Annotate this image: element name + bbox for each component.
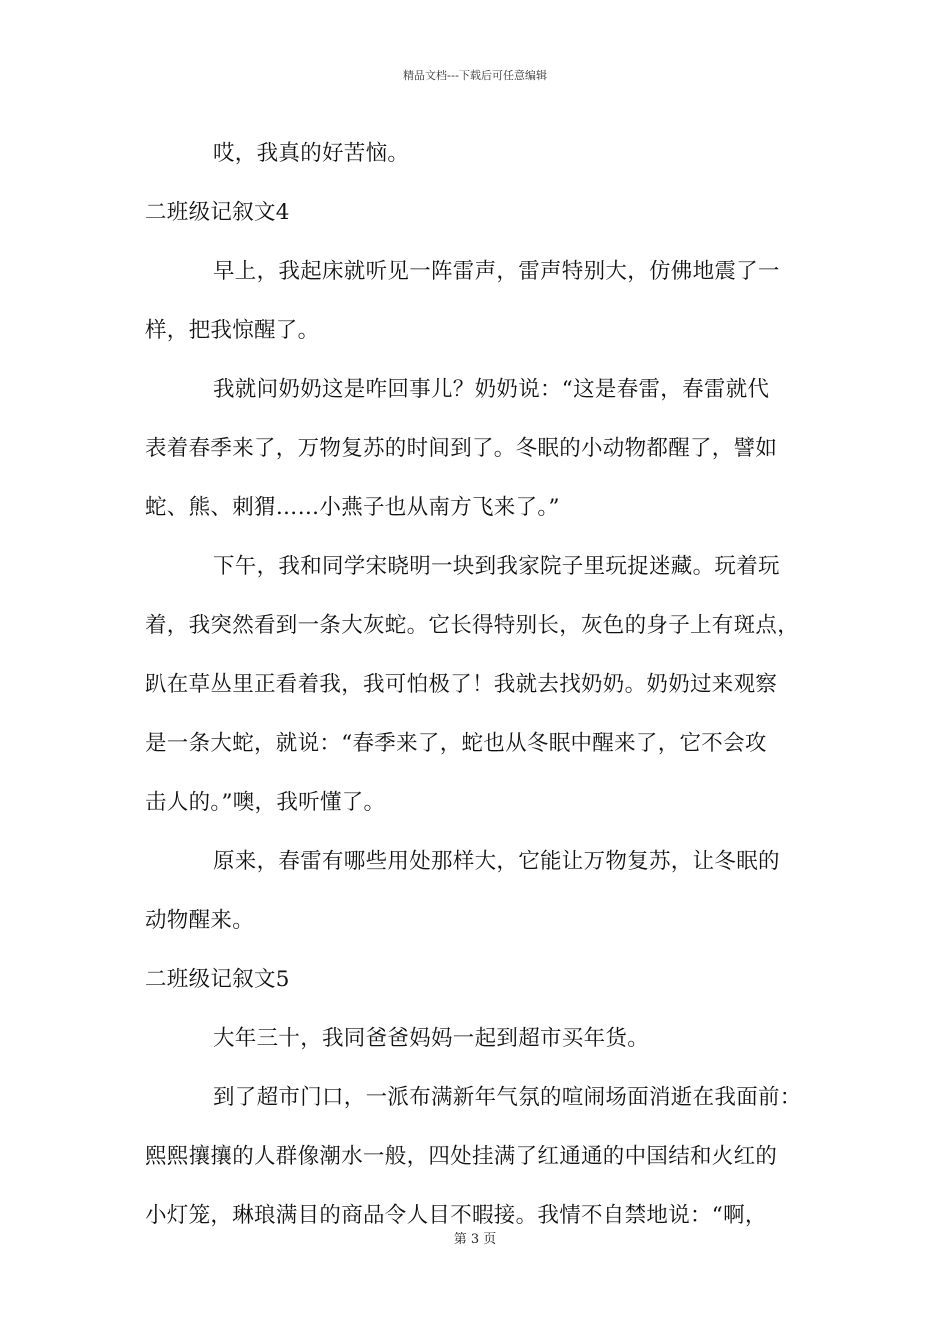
text-line: 动物醒来。	[145, 908, 255, 933]
text-line: 趴在草丛里正看着我，我可怕极了！我就去找奶奶。奶奶过来观察	[145, 672, 778, 697]
text-line: 到了超市门口，一派布满新年气氛的喧闹场面消逝在我面前：	[213, 1085, 802, 1110]
text-line: 原来，春雷有哪些用处那样大，它能让万物复苏，让冬眠的	[213, 849, 780, 874]
section-heading: 二班级记叙文4	[145, 200, 290, 225]
text-line: 着，我突然看到一条大灰蛇。它长得特别长，灰色的身子上有斑点，	[145, 613, 800, 638]
text-line: 击人的。”噢，我听懂了。	[145, 790, 386, 815]
page-header: 精品文档---下载后可任意编辑	[403, 69, 547, 82]
text-line: 样，把我惊醒了。	[145, 318, 320, 343]
text-line: 熙熙攘攘的人群像潮水一般，四处挂满了红通通的中国结和火红的	[145, 1144, 778, 1169]
text-line: 蛇、熊、刺猬……小燕子也从南方飞来了。”	[145, 495, 560, 520]
text-line: 大年三十，我同爸爸妈妈一起到超市买年货。	[213, 1026, 650, 1051]
text-line: 小灯笼，琳琅满目的商品令人目不暇接。我情不自禁地说：“啊，	[145, 1203, 767, 1228]
text-line: 表着春季来了，万物复苏的时间到了。冬眠的小动物都醒了，譬如	[145, 436, 778, 461]
text-line: 是一条大蛇，就说：“春季来了，蛇也从冬眠中醒来了，它不会攻	[145, 731, 767, 756]
page-number: 第 3 页	[453, 1232, 497, 1247]
text-line: 早上，我起床就听见一阵雷声，雷声特别大，仿佛地震了一	[213, 259, 780, 284]
document-body	[145, 132, 830, 1253]
section-heading: 二班级记叙文5	[145, 967, 290, 992]
text-line: 下午，我和同学宋晓明一块到我家院子里玩捉迷藏。玩着玩	[213, 554, 780, 579]
text-line: 我就问奶奶这是咋回事儿？奶奶说：“这是春雷，春雷就代	[213, 377, 770, 402]
text-line: 哎，我真的好苦恼。	[213, 141, 410, 166]
